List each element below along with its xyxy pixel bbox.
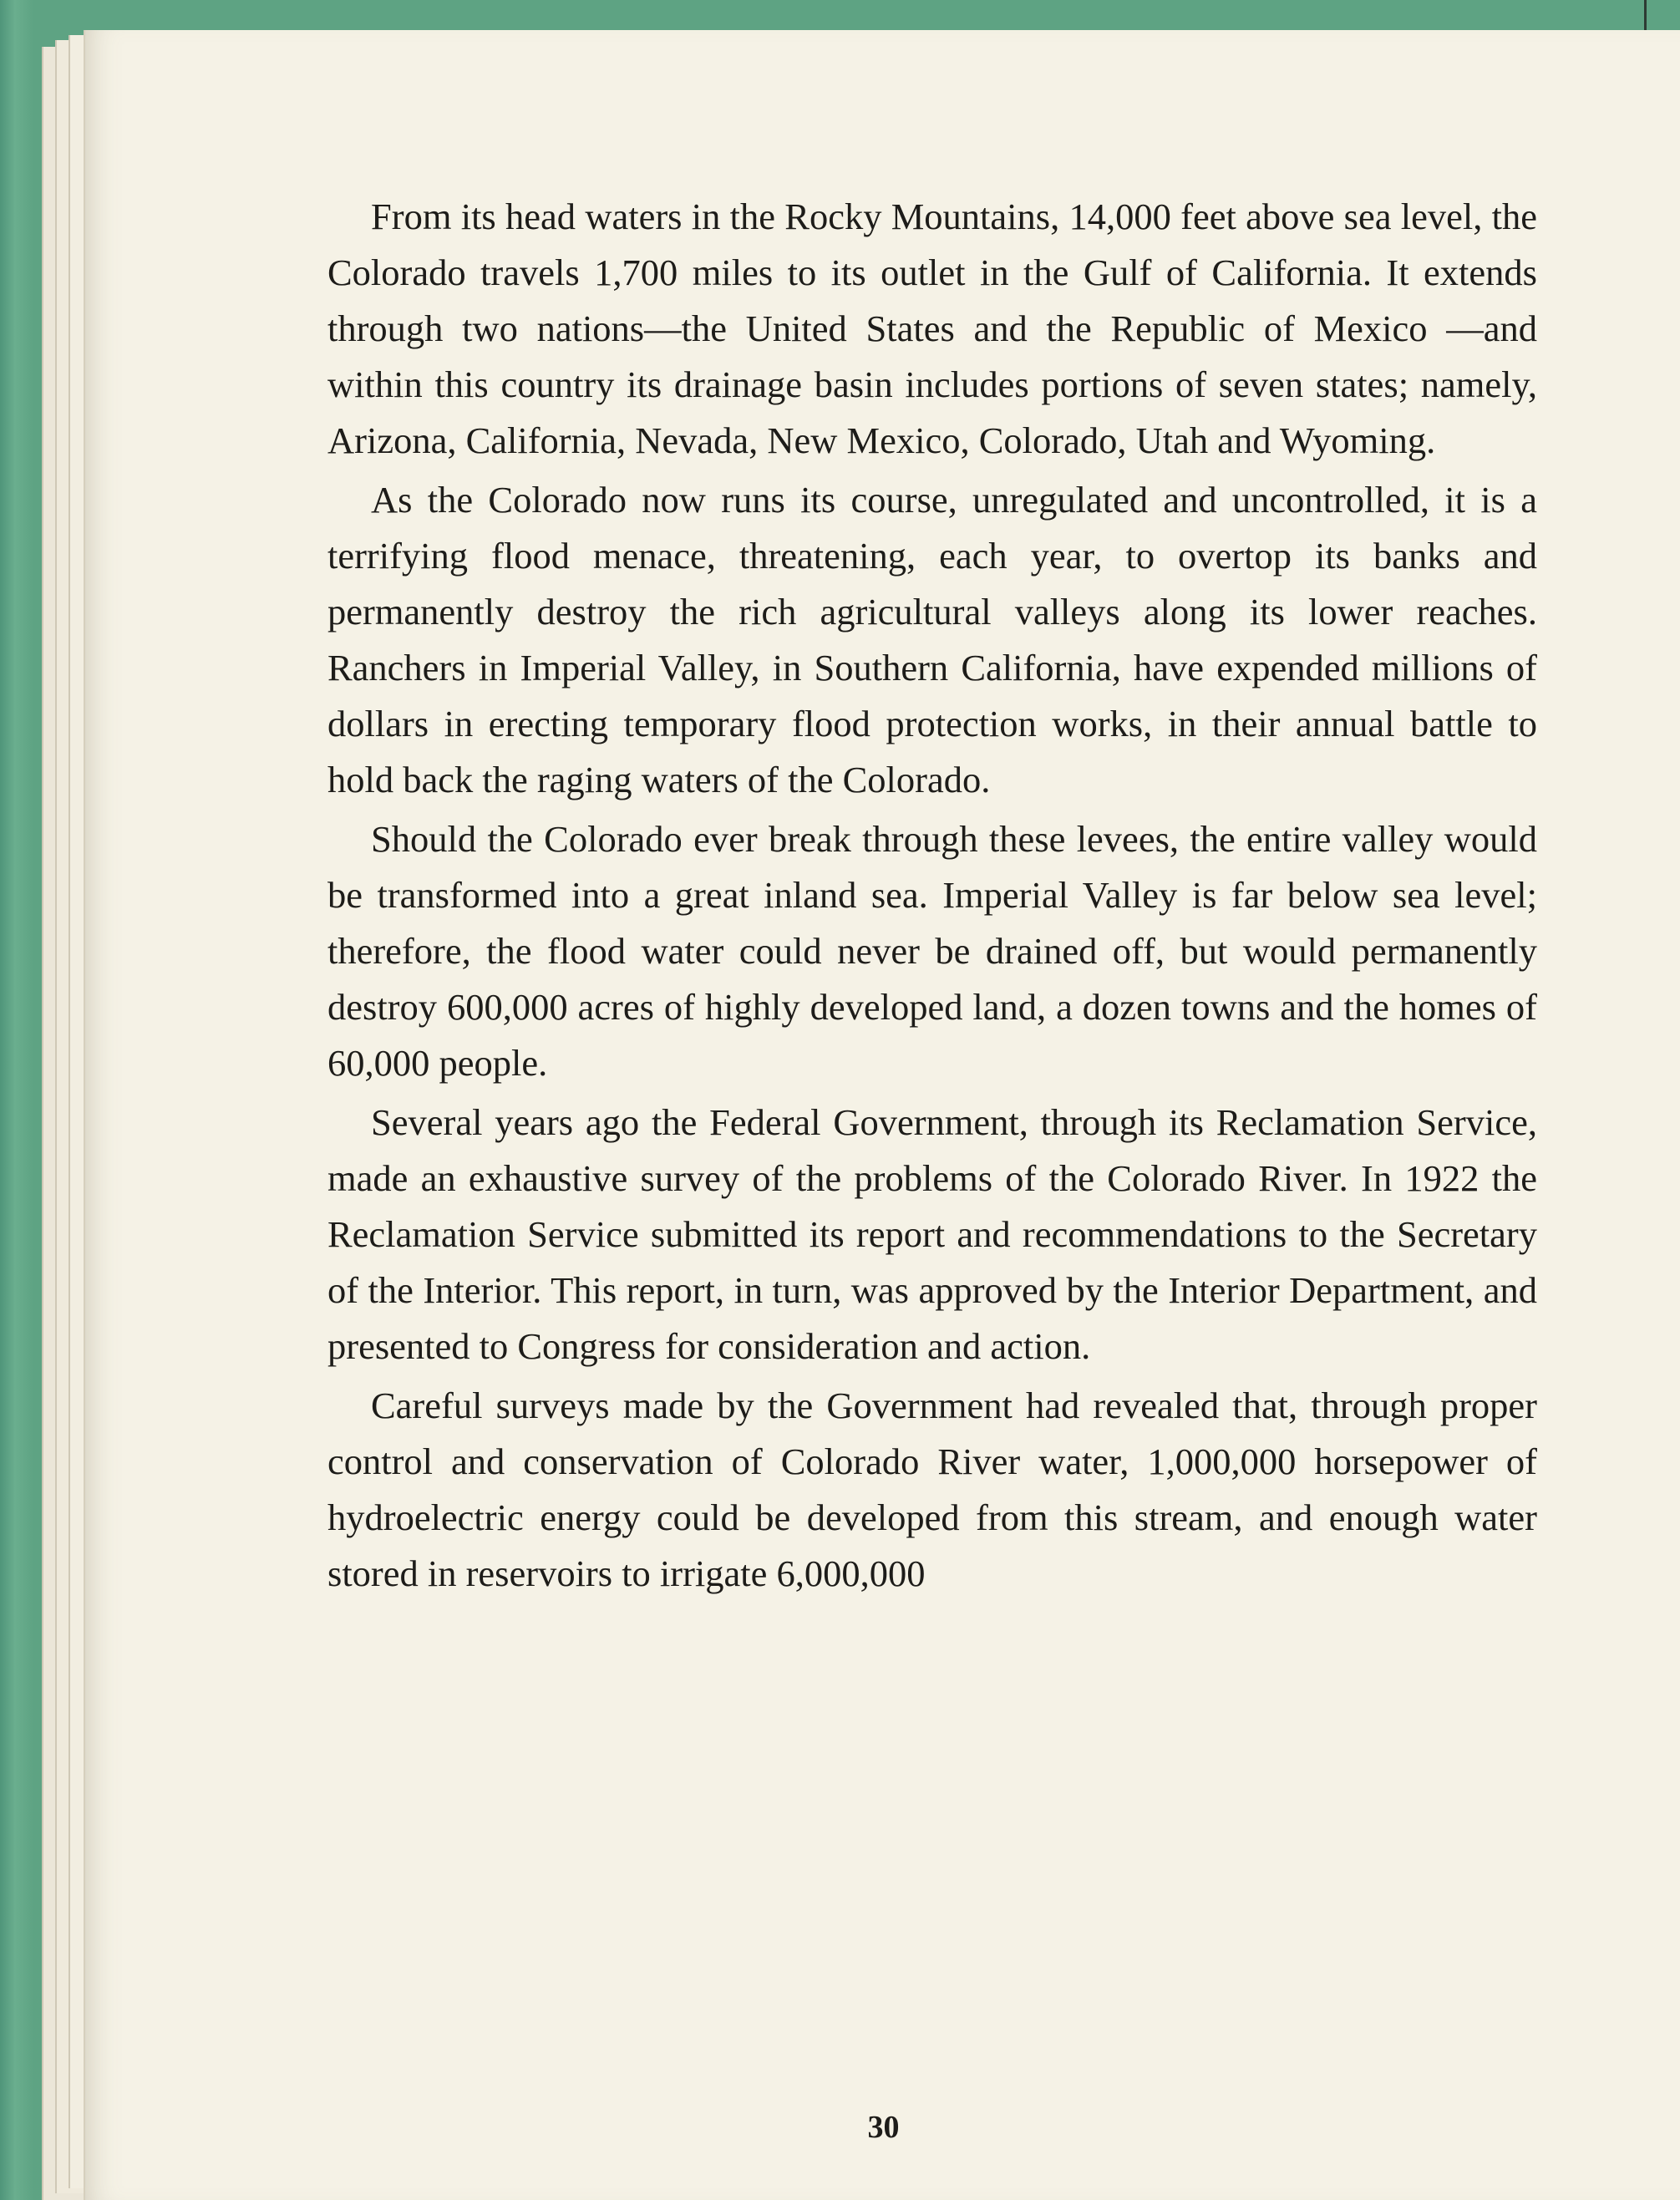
cover-crease (1644, 0, 1647, 33)
body-text (327, 189, 1537, 1605)
page-number: 30 (867, 2110, 900, 2145)
paragraph-5: Careful surveys made by the Government had revealed that, through proper control and conservation of Colorado River water, 1,000,000 horsepower of hydroelectric energy could be developed from this stream, and enough water stored in reservoirs to irrigate 6,000,000 (327, 1385, 1537, 1594)
paragraph-3: Should the Colorado ever break through these levees, the entire valley would be transformed into a great inland sea. Imperial Valley is far below sea level; therefore, the flood water could never be drained off, but would permanently destroy 600,000 acres of highly developed land, a dozen towns and the homes of 60,000 people. (327, 818, 1537, 1084)
book-page (84, 30, 1680, 2200)
paragraph-1: From its head waters in the Rocky Mountains, 14,000 feet above sea level, the Colorado travels 1,700 miles to its outlet in the Gulf of California. It extends through two nations—the United States and the Republic of Mexico —and within this country its drainage basin includes portions of seven states; namely, Arizona, California, Nevada, New Mexico, Colorado, Utah and Wyoming. (327, 196, 1537, 461)
paragraph-2: As the Colorado now runs its course, unregulated and uncontrolled, it is a terrifying flood menace, threatening, each year, to overtop its banks and permanently destroy the rich agricultural valleys along its lower reaches. Ranchers in Imperial Valley, in Southern California, have expended millions of dollars in erecting temporary flood protection works, in their annual battle to hold back the raging waters of the Colorado. (327, 479, 1537, 800)
paragraph-4: Several years ago the Federal Government, through its Reclamation Service, made an exhaustive survey of the problems of the Colorado River. In 1922 the Reclamation Service submitted its report and recommendations to the Secretary of the Interior. This report, in turn, was approved by the Interior Department, and presented to Congress for consideration and action. (327, 1101, 1537, 1367)
